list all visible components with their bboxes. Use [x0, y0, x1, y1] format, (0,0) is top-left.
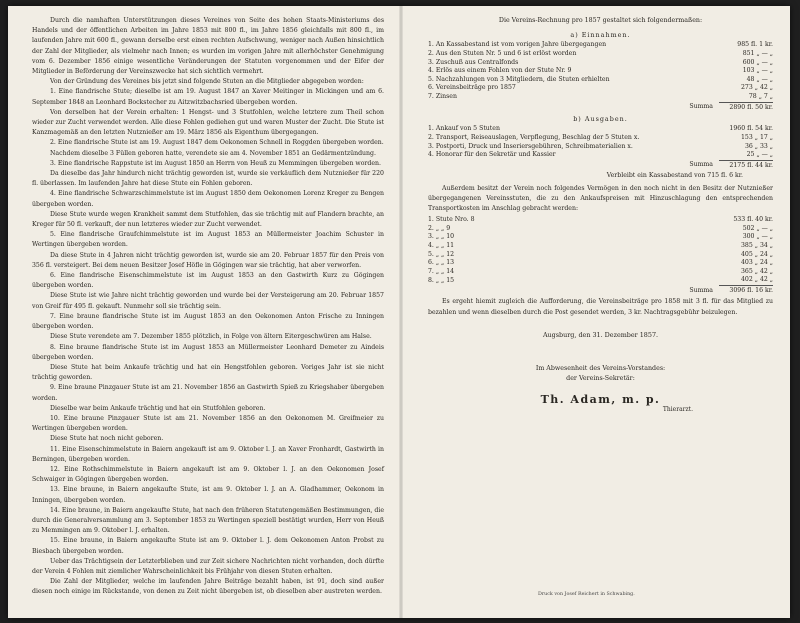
left-paragraph: 10. Eine braune Pinzgauer Stute ist am 21. November 1856 an den Oekonomen M. Greifmeier zu Wertingen übergeben worden.: [32, 414, 384, 433]
left-paragraph: 7. Eine braune flandrische Stute ist im August 1853 an den Oekonomen Anton Frische zu Inningen übergeben worden.: [32, 312, 384, 331]
asset-row-amount: 502 „ — „: [742, 224, 773, 232]
income-row-amount: 273 „ 42 „: [741, 84, 773, 92]
expense-row-amount: 153 „ 17 „: [741, 133, 773, 141]
income-row: [428, 50, 773, 59]
left-paragraph: 11. Eine Eisenschimmelstute in Baiern angekauft ist am 9. Oktober l. J. an Xaver Fronhardt, Gastwirth in Berningen, übergeben worden.: [32, 445, 384, 463]
assets-total-row: [428, 285, 773, 295]
expense-row-amount: 36 „ 33 „: [744, 142, 773, 150]
document-sheet: [8, 6, 790, 618]
expense-total-label: Summa: [689, 161, 713, 169]
left-paragraph: 13. Eine braune, in Baiern angekaufte Stute, ist am 9. Oktober l. J. an A. Gladhammer, Oekonom in Inningen, übergeben worden.: [32, 486, 384, 504]
payment-note: Es ergeht hiemit zugleich die Aufforderung, die Vereinsbeiträge pro 1858 mit 3 fl. für das Mitglied zu bezahlen und wenn dieselben durch die Post gesendet werden, 3 kr. Nachtragsgebühr beizulegen.: [428, 298, 773, 316]
expense-row: [428, 125, 773, 134]
left-paragraph: Nachdem dieselbe 3 Füllen geboren hatte, verendete sie am 4. November 1851 an Gedärmentzündung.: [50, 149, 376, 157]
left-paragraph: Diese Stute verendete am 7. Dezember 1855 plötzlich, in Folge von ältern Eitergeschwüren am Halse.: [50, 333, 372, 341]
income-row-label: 7. Zinsen: [428, 93, 457, 101]
expense-total-amount: 2175 fl. 44 kr.: [719, 160, 773, 170]
left-paragraph: 8. Eine braune flandrische Stute ist im August 1853 an Müllermeister Leonhard Demeter zu Aindeis übergeben worden.: [32, 343, 384, 361]
right-page: [428, 16, 773, 415]
left-paragraph: Ueber das Trächtigsein der Letzterblieben und zur Zeit sichere Nachrichten nicht vorhanden, doch dürfte der Verein 4 Fohlen mit ziemlicher Wahrscheinlichkeit bis Frühjahr von diesen Stuten erhalten.: [32, 557, 385, 575]
left-paragraph: 1. Eine flandrische Stute; dieselbe ist am 19. August 1847 an Xaver Meitinger in Mickingen und am 6. September 1848 an Leonhard Bockstecher zu Aitzwitzbachsried übergeben worden.: [32, 88, 384, 106]
expense-row-label: 1. Ankauf von 5 Stuten: [428, 125, 500, 133]
income-total-amount: 2890 fl. 50 kr.: [719, 102, 773, 112]
income-row-amount: 103 „ — „: [742, 67, 773, 75]
asset-row-amount: 405 „ 24 „: [741, 250, 773, 258]
asset-row: [428, 242, 773, 251]
asset-row-label: 8. „ „ 15: [428, 276, 455, 284]
asset-row: [428, 276, 773, 285]
asset-row-label: 7. „ „ 14: [428, 267, 455, 275]
left-paragraph: Durch die namhaften Unterstützungen dieses Vereines von Seite des hohen Staats-Ministeriums des Handels und der öffentlichen Arbeiten im Jahre 1853 mit 800 fl., im Jahre 1856 gleichfalls mit 800 fl., im laufenden Jahre mit 600 fl., gewann derselbe erst einen rechten Aufschwung, weniger nach Außen hinsichtlich der Zahl der Mitglieder, als vielmehr nach Innen; es wurden im vorigen Jahre mit allerhöchster Genehmigung vom 6. Dezember 1856 einige wesentliche Veränderungen der Statuten vorgenommen und der Eifer der Mitglieder in Beförderung der Vereinszwecke hat sich sichtlich vermehrt.: [32, 17, 384, 76]
asset-row-label: 5. „ „ 12: [428, 250, 455, 258]
signature-title: Thierarzt.: [662, 405, 693, 413]
income-title: a) Einnahmen.: [570, 31, 631, 40]
left-paragraph: 9. Eine braune Pinzgauer Stute ist am 21. November 1856 an Gastwirth Spieß zu Kriegshaber übergeben worden.: [32, 384, 384, 402]
left-paragraph: 2. Eine flandrische Stute ist am 19. August 1847 dem Oekonomen Schnell in Roggden übergeben worden.: [50, 139, 384, 147]
signature: Th. Adam, m. p.: [540, 392, 661, 406]
left-paragraph: 5. Eine flandrische Graufchimmelstute ist im August 1853 an Müllermeister Joachim Schuster in Wertingen übergeben worden.: [32, 231, 384, 249]
left-paragraph: Da diese Stute in 4 Jahren nicht trächtig geworden ist, wurde sie am 20. Februar 1857 für den Preis von 356 fl. versteigert. Bei dem neuen Besitzer Josef Höfle in Gögingen war sie trächtig, hat aber verworfen.: [32, 251, 384, 269]
income-row-amount: 600 „ — „: [742, 58, 773, 66]
income-row-label: 2. Aus den Stuten Nr. 5 und 6 ist erlöst worden: [428, 50, 577, 57]
income-row: [428, 59, 773, 68]
asset-row-label: 4. „ „ 11: [428, 241, 455, 249]
left-paragraph: 6. Eine flandrische Eisenschimmelstute ist im August 1853 an den Gastwirth Kurz zu Gögingen übergeben worden.: [32, 272, 384, 290]
left-paragraph: Dieselbe war beim Ankaufe trächtig und hat ein Stutfohlen geboren.: [50, 404, 266, 412]
asset-row-label: 2. „ „ 9: [428, 224, 451, 232]
expense-row-amount: 1960 fl. 54 kr.: [729, 125, 773, 133]
income-row-amount: 78 „ 7 „: [748, 92, 773, 100]
income-row-label: 5. Nachzahlungen von 3 Mitgliedern, die Stuten erhielten: [428, 75, 610, 83]
asset-row-amount: 403 „ 24 „: [741, 259, 773, 267]
expense-row: [428, 134, 773, 143]
left-paragraph: Diese Stute hat noch nicht geboren.: [50, 435, 164, 443]
left-paragraph: 15. Eine braune, in Baiern angekaufte Stute ist am 9. Oktober l. J. dem Oekonomen Anton Probst zu Biesbach übergeben worden.: [32, 537, 384, 555]
asset-row: [428, 268, 773, 277]
left-paragraph: 3. Eine flandrische Rappstute ist im August 1850 an Herrn von Heuß zu Memmingen übergeben worden.: [50, 159, 381, 167]
income-total-row: [428, 102, 773, 112]
expense-table: [428, 125, 773, 170]
expense-row-label: 4. Honorar für den Sekretär und Kassier: [428, 151, 556, 159]
income-row-amount: 48 „ — „: [746, 75, 773, 83]
income-row-label: 4. Erlös aus einem Fohlen von der Stute Nr. 9: [428, 67, 572, 75]
left-page: [32, 16, 384, 598]
income-row: [428, 84, 773, 93]
income-table: [428, 41, 773, 112]
asset-row-label: 6. „ „ 13: [428, 259, 455, 267]
assets-total-amount: 3096 fl. 16 kr.: [719, 285, 773, 295]
left-paragraph: Diese Stute hat beim Ankaufe trächtig und hat ein Hengstfohlen geboren. Voriges Jahr ist sie nicht trächtig geworden.: [32, 363, 384, 382]
center-fold: [399, 6, 403, 618]
income-row-label: 1. An Kassabestand ist vom vorigen Jahre übergegangen: [428, 41, 607, 49]
expense-row: [428, 151, 773, 160]
expense-row: [428, 143, 773, 152]
income-row-label: 3. Zuschuß aus Centralfonds: [428, 58, 519, 66]
authority-line-1: Im Abwesenheit des Vereins-Vorstandes:: [535, 365, 666, 373]
authority-line-2: der Vereins-Sekretär:: [566, 375, 635, 383]
left-paragraph: 14. Eine braune, in Baiern angekaufte Stute, hat nach den früheren Statutengemäßen Bestimmungen, die durch die Generalversammlung am 3. September 1853 zu Wertingen speziell bestätigt wurden, Herr von Heuß zu Memmingen am 9. Oktober l. J. erhalten.: [32, 506, 384, 535]
income-row-amount: 851 „ — „: [742, 50, 773, 57]
left-paragraph: Diese Stute wurde wegen Krankheit sammt dem Stutfohlen, das sie trächtig mit auf Flandern brachte, an Kreger für 50 fl. verkauft, der nun letzteres wieder zur Zucht verwendet.: [32, 210, 384, 229]
place-date: Augsburg, den 31. Dezember 1857.: [542, 330, 659, 339]
asset-row: [428, 216, 773, 225]
left-paragraph: 12. Eine Rothschimmelstute in Baiern angekauft ist am 9. Oktober l. J. an den Oekonomen Josef Schwaiger in Gögingen übergeben worden.: [32, 465, 384, 484]
left-paragraph: Da dieselbe das Jahr hindurch nicht trächtig geworden ist, wurde sie verkäuflich dem Nutznießer für 220 fl. überlassen. Im laufenden Jahre hat diese Stute ein Fohlen geboren.: [32, 170, 384, 188]
balance-line: Verbleibt ein Kassabestand von 715 fl. 6 kr.: [606, 172, 743, 180]
left-paragraph: Diese Stute ist wie Jahre nicht trächtig geworden und wurde bei der Versteigerung am 20. Februar 1857 von Greif für 495 fl. gekauft. Nunmehr soll sie trächtig sein.: [32, 292, 384, 310]
expense-row-label: 3. Postporti, Druck und Inseriersgebühren, Schreibmaterialien x.: [428, 142, 633, 150]
left-paragraph: Die Zahl der Mitglieder, welche im laufenden Jahre Beiträge bezahlt haben, ist 91, doch sind außer diesen noch einige im Rückstande, von denen zu Zeit nicht übergeben ist, ob dieselben aber austreten werden.: [32, 578, 384, 596]
income-row: [428, 93, 773, 102]
left-paragraph: 4. Eine flandrische Schwarzschimmelstute ist im August 1850 dem Oekonomen Lorenz Kreger zu Bengen übergeben worden.: [32, 190, 384, 208]
asset-row: [428, 225, 773, 234]
income-row: [428, 41, 773, 50]
income-row: [428, 76, 773, 85]
printer-imprint: Druck von Josef Reichert in Schwabing.: [538, 592, 635, 597]
left-paragraph: Von derselben hat der Verein erhalten: 1 Hengst- und 3 Stutfohlen, welche letztere zum Theil schon wieder zur Zucht verwendet werden. Alle diese Fohlen gediehen gut und waren Muster der Zucht. Die Stute ist Kanzmagemäß an den letzten Nutznießer am 19. März 1856 als Eigenthum übergegangen.: [32, 108, 384, 137]
income-row-amount: 985 fl. 1 kr.: [737, 41, 773, 49]
assets-intro: Außerdem besitzt der Verein noch folgendes Vermögen in den noch nicht in den Besitz der Nutznießer übergegangenen Vereinsstuten, die zu den Ankaufspreisen mit Hinzuschlagung den entsprechenden Transportkosten im Anschlag gebracht werden:: [428, 184, 773, 212]
asset-row: [428, 251, 773, 260]
expense-title: b) Ausgaben.: [573, 115, 628, 124]
assets-total-label: Summa: [689, 286, 713, 294]
asset-row-amount: 365 „ 42 „: [741, 267, 773, 275]
asset-row-amount: 402 „ 42 „: [741, 276, 773, 284]
income-total-label: Summa: [689, 103, 713, 111]
asset-row-amount: 533 fl. 40 kr.: [733, 216, 773, 224]
expense-total-row: [428, 160, 773, 170]
asset-row-label: 3. „ „ 10: [428, 233, 455, 241]
asset-row-amount: 300 „ — „: [742, 233, 773, 241]
assets-table: [428, 216, 773, 295]
asset-row: [428, 259, 773, 268]
income-row-label: 6. Vereinsbeiträge pro 1857: [428, 84, 516, 92]
asset-row-label: 1. Stute Nro. 8: [428, 216, 475, 224]
income-row: [428, 67, 773, 76]
accounts-heading: Die Vereins-Rechnung pro 1857 gestaltet sich folgendermaßen:: [498, 17, 703, 24]
expense-row-amount: 25 „ — „: [746, 151, 773, 159]
asset-row-amount: 385 „ 34 „: [741, 241, 773, 249]
left-paragraph: Von der Gründung des Vereines bis jetzt sind folgende Stuten an die Mitglieder abgegeben worden:: [50, 78, 364, 86]
asset-row: [428, 233, 773, 242]
expense-row-label: 2. Transport, Reiseauslagen, Verpflegung, Beschlag der 5 Stuten x.: [428, 133, 640, 141]
